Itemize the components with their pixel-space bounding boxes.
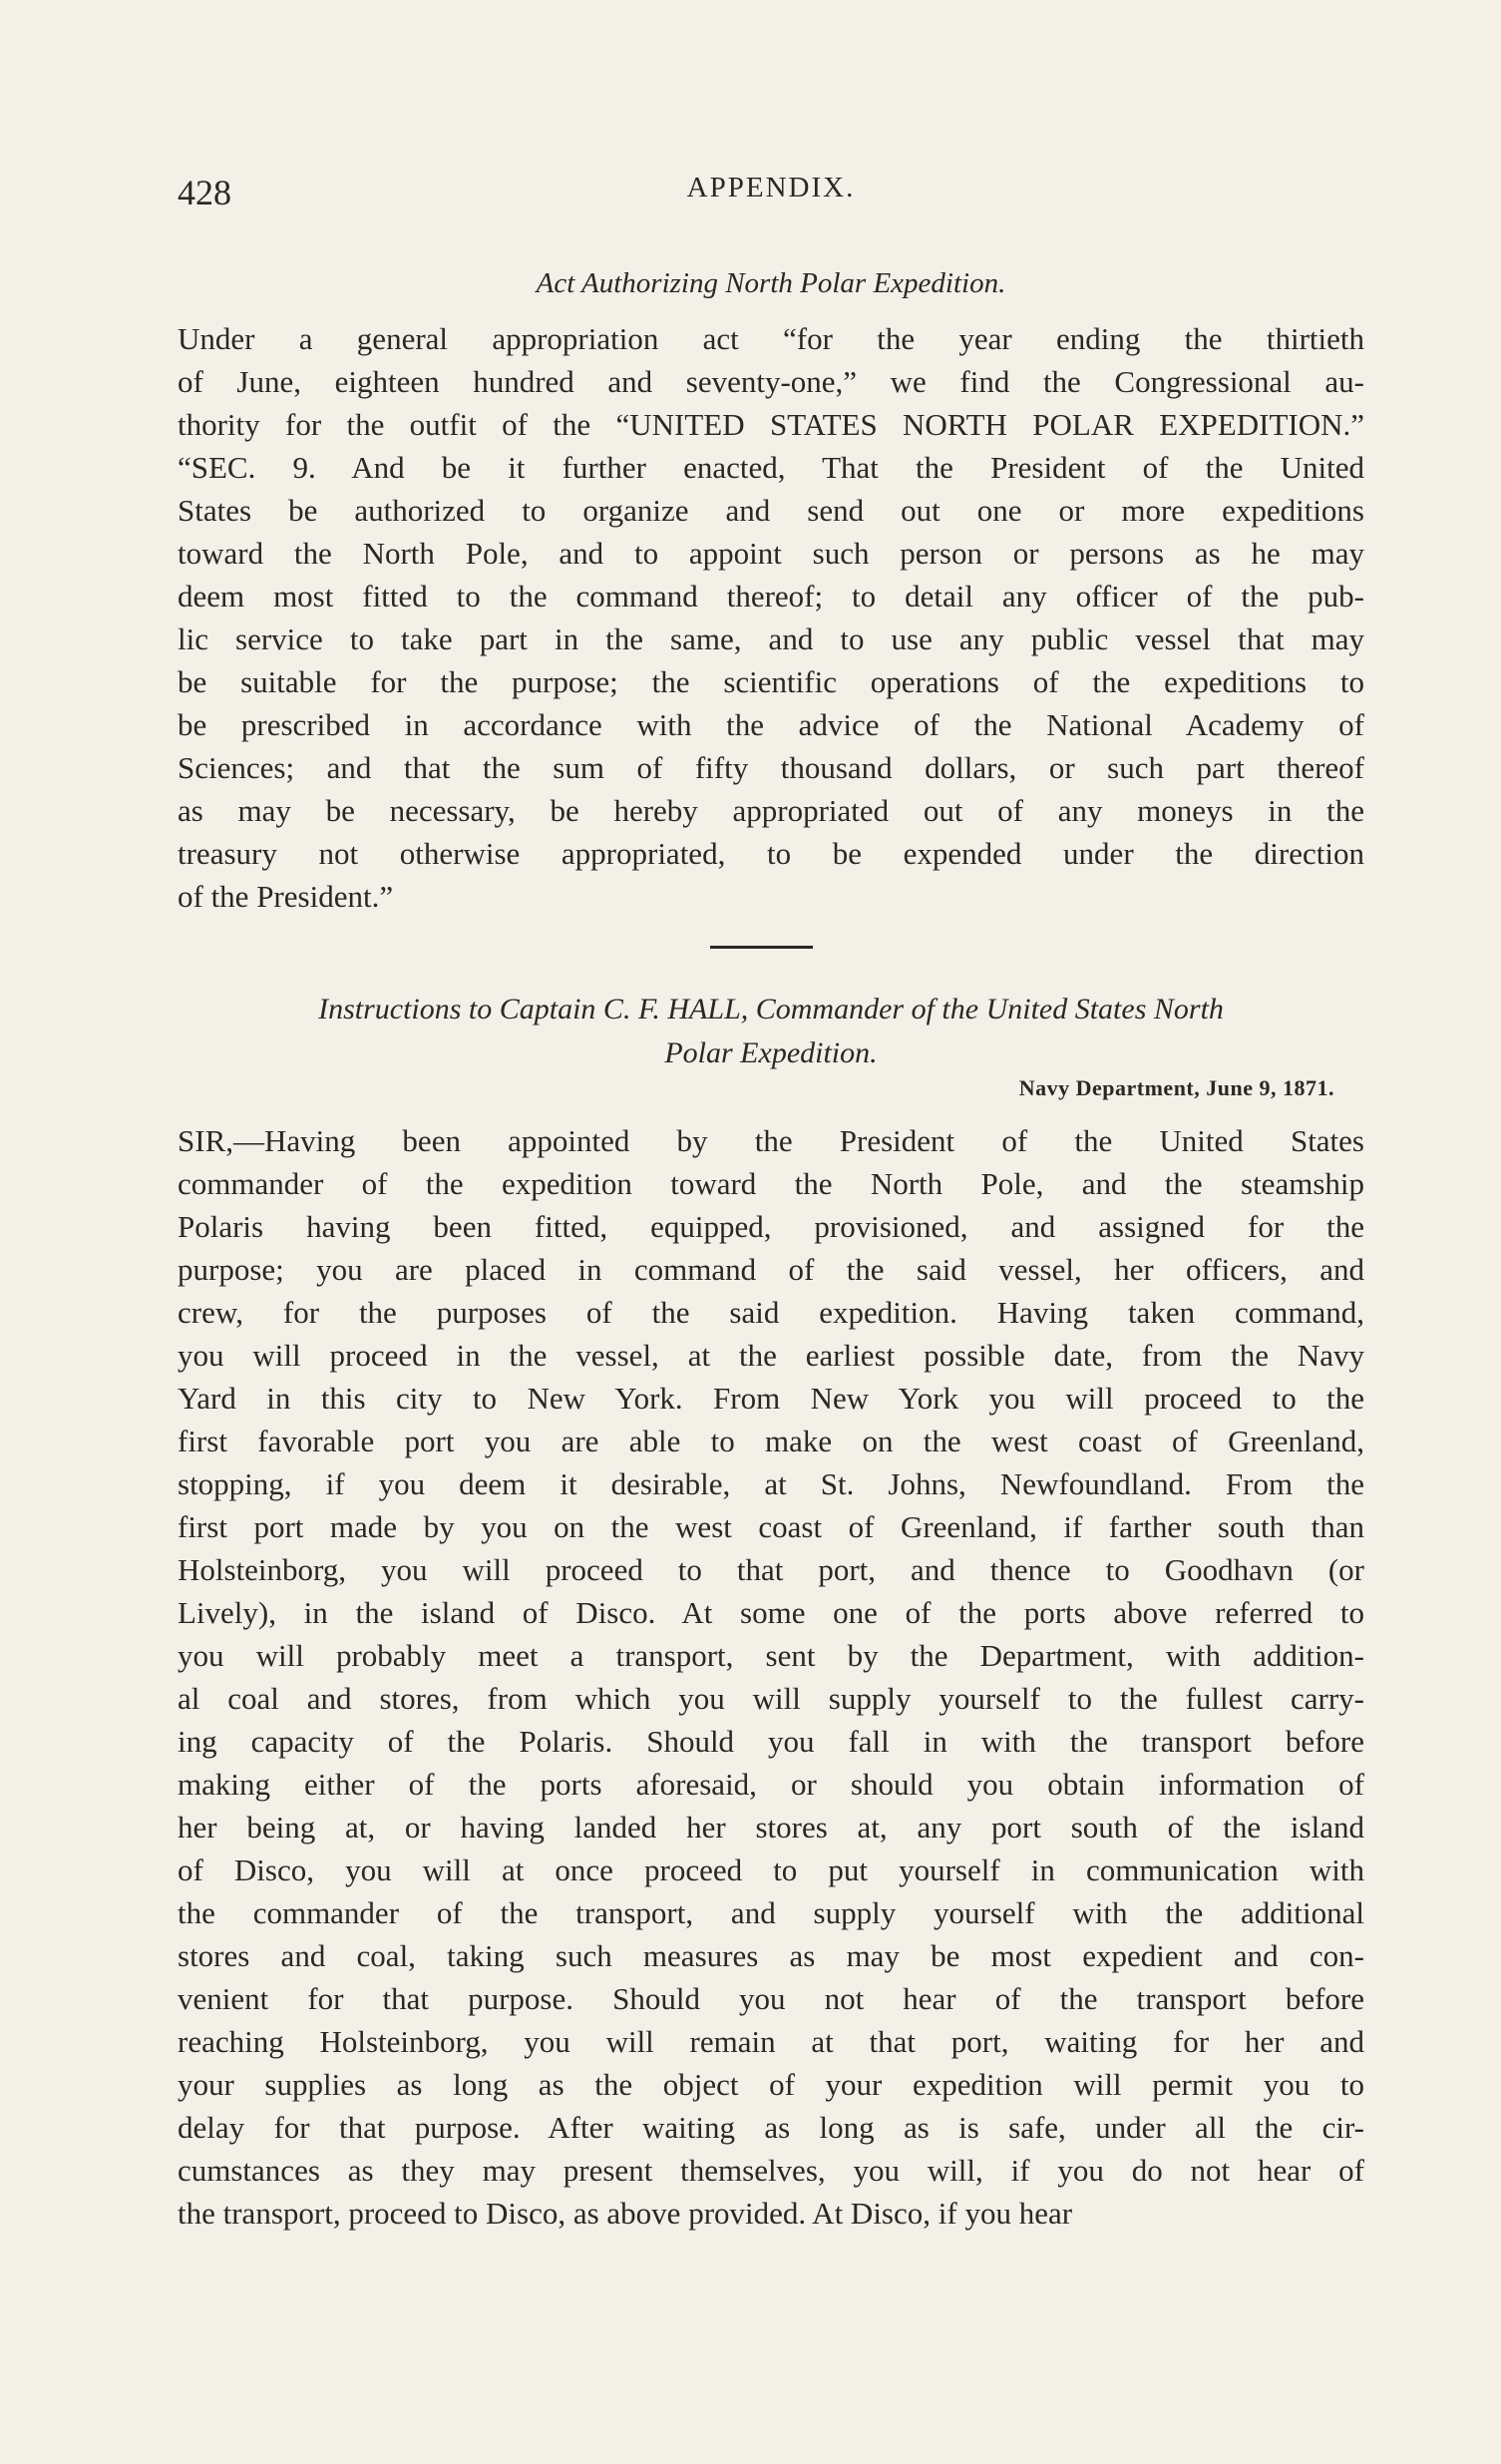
text-line: be prescribed in accordance with the advice of the National Academy of (178, 707, 1364, 742)
text-line: toward the North Pole, and to appoint such person or persons as he may (178, 536, 1364, 571)
text-line: Yard in this city to New York. From New York you will proceed to the (178, 1381, 1364, 1416)
text-line: be suitable for the purpose; the scientific operations of the expeditions to (178, 664, 1364, 699)
running-head: APPENDIX. (686, 172, 856, 204)
text-line: you will proceed in the vessel, at the earliest possible date, from the Navy (178, 1338, 1364, 1373)
text-line: your supplies as long as the object of your expedition will permit you to (178, 2067, 1364, 2102)
instructions-text (178, 1119, 1364, 2235)
section-divider (710, 946, 813, 949)
text-line: first favorable port you are able to make on the west coast of Greenland, (178, 1424, 1364, 1458)
text-line: Sciences; and that the sum of fifty thousand dollars, or such part thereof (178, 750, 1364, 785)
text-line: her being at, or having landed her stores at, any port south of the island (178, 1810, 1364, 1845)
text-line: thority for the outfit of the “UNITED STATES NORTH POLAR EXPEDITION.” (178, 407, 1364, 442)
text-line: Polaris having been fitted, equipped, provisioned, and assigned for the (178, 1209, 1364, 1244)
text-line: purpose; you are placed in command of the said vessel, her officers, and (178, 1252, 1364, 1287)
text-line: al coal and stores, from which you will supply yourself to the fullest carry- (178, 1681, 1364, 1716)
text-line: you will probably meet a transport, sent by the Department, with addition- (178, 1638, 1364, 1673)
text-line: delay for that purpose. After waiting as long as is safe, under all the cir- (178, 2110, 1364, 2145)
text-line: Lively), in the island of Disco. At some one of the ports above referred to (178, 1595, 1364, 1630)
text-line: commander of the expedition toward the North Pole, and the steamship (178, 1166, 1364, 1201)
section-title-instructions-line1: Instructions to Captain C. F. HALL, Commander of the United States North (318, 993, 1224, 1026)
text-line: ing capacity of the Polaris. Should you fall in with the transport before (178, 1724, 1364, 1759)
text-line: the transport, proceed to Disco, as above provided. At Disco, if you hear (178, 2196, 1073, 2231)
text-line: venient for that purpose. Should you not hear of the transport before (178, 1981, 1364, 2016)
text-line: Under a general appropriation act “for the year ending the thirtieth (178, 321, 1364, 356)
text-line: first port made by you on the west coast of Greenland, if farther south than (178, 1509, 1364, 1544)
text-line: Holsteinborg, you will proceed to that port, and thence to Goodhavn (or (178, 1552, 1364, 1587)
act-text (178, 317, 1364, 918)
text-line: reaching Holsteinborg, you will remain at that port, waiting for her and (178, 2024, 1364, 2059)
text-line: the commander of the transport, and supply yourself with the additional (178, 1895, 1364, 1930)
section-title-instructions-line2: Polar Expedition. (664, 1036, 878, 1069)
text-line: treasury not otherwise appropriated, to be expended under the direction (178, 836, 1364, 871)
text-line: as may be necessary, be hereby appropriated out of any moneys in the (178, 793, 1364, 828)
text-line: “SEC. 9. And be it further enacted, That the President of the United (178, 450, 1364, 485)
text-line: stores and coal, taking such measures as may be most expedient and con- (178, 1938, 1364, 1973)
text-line: cumstances as they may present themselves, you will, if you do not hear of (178, 2153, 1364, 2188)
text-line: crew, for the purposes of the said expedition. Having taken command, (178, 1295, 1364, 1330)
page-header (178, 172, 1364, 221)
text-line: of June, eighteen hundred and seventy-one,” we find the Congressional au- (178, 364, 1364, 399)
page-number: 428 (178, 173, 231, 212)
text-line: States be authorized to organize and send out one or more expeditions (178, 493, 1364, 528)
text-line: stopping, if you deem it desirable, at St. Johns, Newfoundland. From the (178, 1466, 1364, 1501)
text-line: SIR,—Having been appointed by the President of the United States (178, 1123, 1364, 1158)
section-title-act: Act Authorizing North Polar Expedition. (536, 267, 1006, 299)
text-line: lic service to take part in the same, and to use any public vessel that may (178, 621, 1364, 656)
text-line: making either of the ports aforesaid, or should you obtain information of (178, 1767, 1364, 1802)
dateline: Navy Department, June 9, 1871. (1018, 1075, 1334, 1100)
text-line: of Disco, you will at once proceed to put yourself in communication with (178, 1852, 1364, 1887)
text-line: of the President.” (178, 879, 394, 914)
text-line: deem most fitted to the command thereof; to detail any officer of the pub- (178, 579, 1364, 614)
